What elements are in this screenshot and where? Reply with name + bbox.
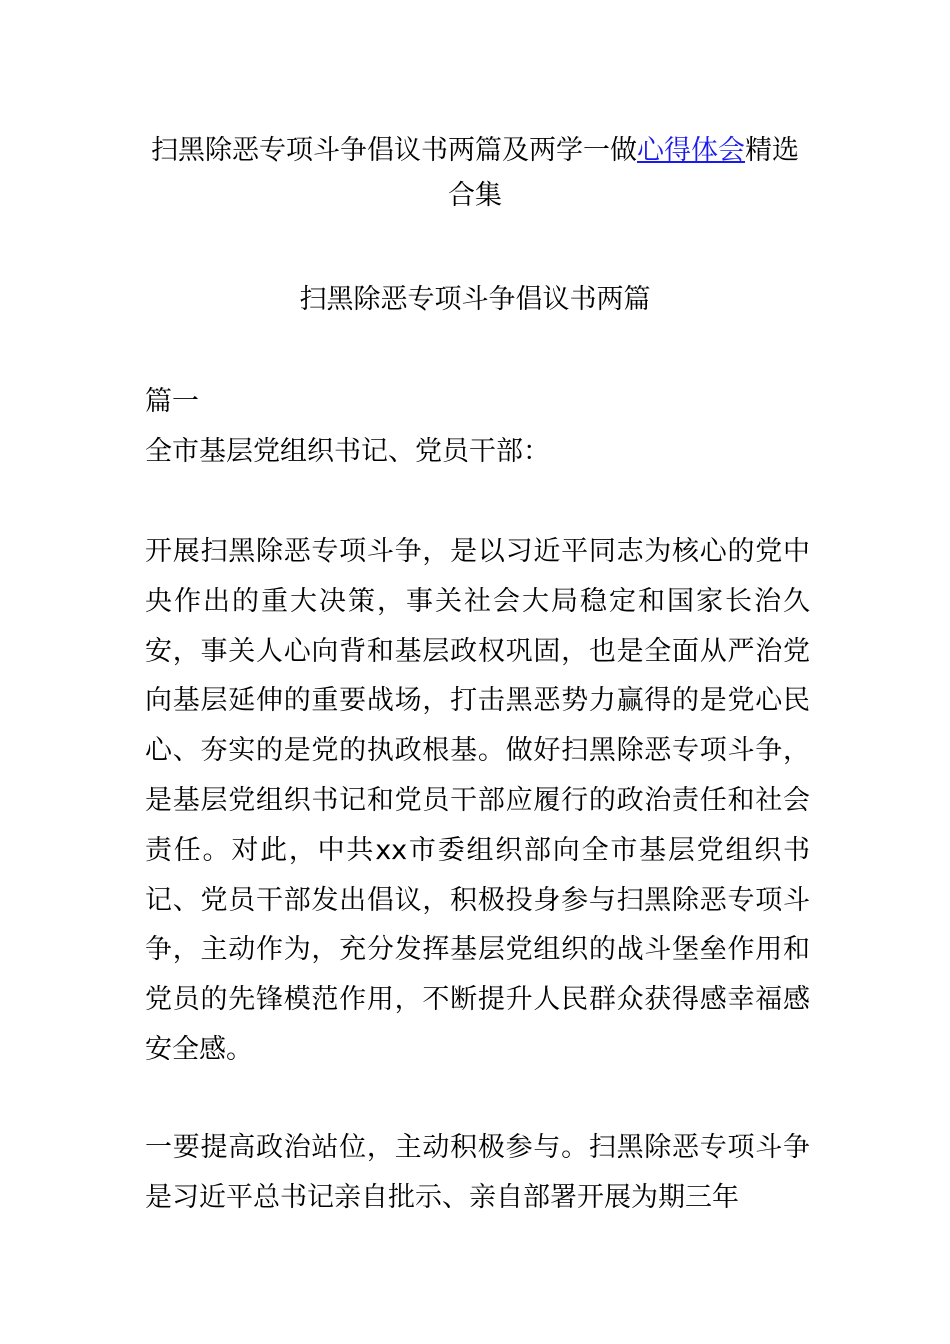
title-text: 扫黑除恶专项斗争倡议书两篇及两学一做 [151,135,637,166]
body-paragraph: 一要提高政治站位，主动积极参与。扫黑除恶专项斗争是习近平总书记亲自批示、亲自部署开展为期三年 [145,1132,810,1213]
title-text-end: 精选合集 [448,135,799,211]
section-title: 扫黑除恶专项斗争倡议书两篇 [299,284,651,315]
document-title [140,128,810,218]
title-link[interactable]: 心得体会 [637,135,745,166]
body-paragraph: 开展扫黑除恶专项斗争，是以习近平同志为核心的党中央作出的重大决策，事关社会大局稳定和国家长治久安，事关人心向背和基层政权巩固，也是全面从严治党向基层延伸的重要战场，打击黑恶势力赢得的是党心民心、夯实的是党的执政根基。做好扫黑除恶专项斗争，是基层党组织书记和党员干部应履行的政治责任和社会责任。对此，中共xx市委组织部向全市基层党组织书记、党员干部发出倡议，积极投身参与扫黑除恶专项斗争，主动作为，充分发挥基层党组织的战斗堡垒作用和党员的先锋模范作用，不断提升人民群众获得感幸福感安全感。 [145,536,810,1065]
part-heading: 篇一 [145,386,199,417]
salutation: 全市基层党组织书记、党员干部： [145,436,550,467]
